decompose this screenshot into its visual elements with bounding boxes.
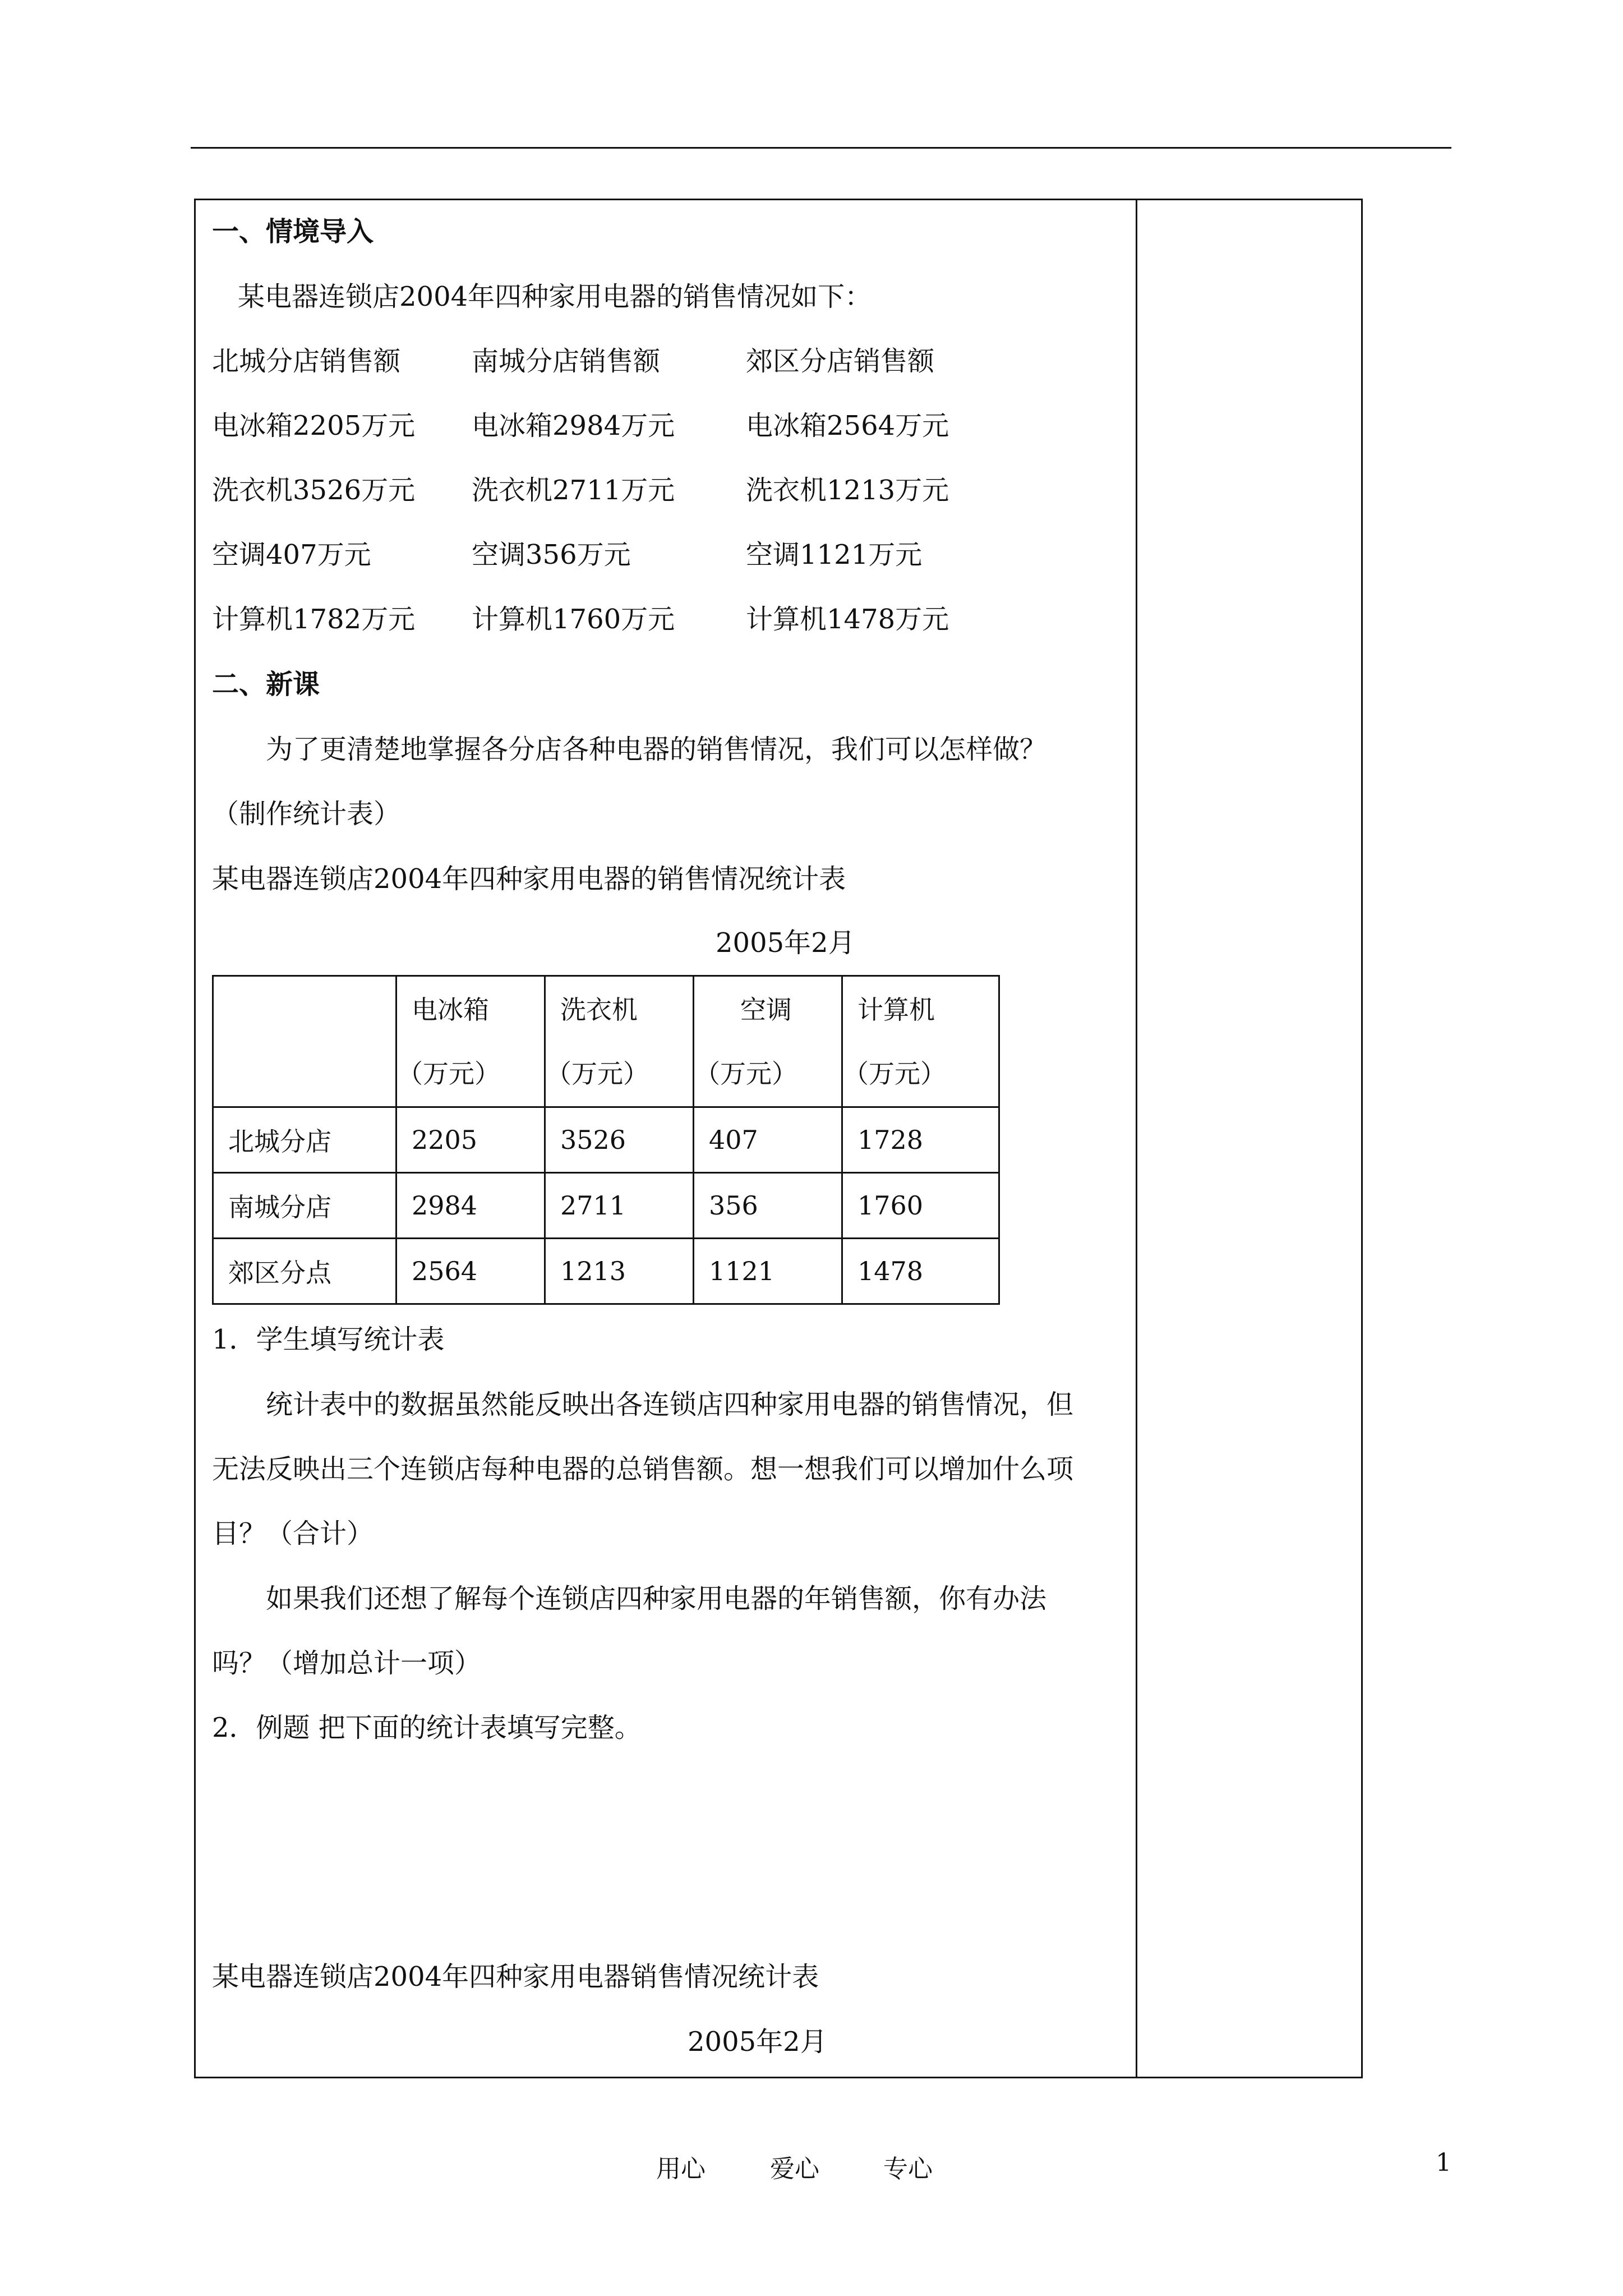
table-cell: 2564: [396, 1239, 545, 1304]
table-cell: 1728: [842, 1107, 999, 1173]
row-label: 郊区分点: [213, 1239, 396, 1304]
table-cell: 2984: [396, 1173, 545, 1239]
table-cell: 2205: [396, 1107, 545, 1173]
table-header-row: [213, 976, 999, 1107]
section1-heading: 一、情境导入: [212, 216, 374, 247]
table-date: 2005年2月: [716, 927, 855, 959]
sales-item: 空调1121万元: [746, 539, 923, 570]
table-cell: 1213: [545, 1239, 694, 1304]
section2-question: 为了更清楚地掌握各分店各种电器的销售情况，我们可以怎样做？: [266, 734, 1047, 765]
table-cell: 1760: [842, 1173, 999, 1239]
sales-item: 空调407万元: [212, 539, 371, 570]
sales-item: 计算机1478万元: [746, 604, 949, 635]
footer-motto: 用心: [656, 2155, 706, 2183]
sales-item: 洗衣机3526万元: [212, 475, 416, 506]
notes-column-divider: [1136, 199, 1137, 2078]
paragraph-line: 统计表中的数据虽然能反映出各连锁店四种家用电器的销售情况，但: [266, 1389, 1074, 1420]
footer-motto: 专心: [883, 2155, 933, 2183]
table2-date: 2005年2月: [688, 2026, 827, 2058]
table-cell: 3526: [545, 1107, 694, 1173]
paragraph-line: 目？（合计）: [212, 1518, 374, 1549]
table-row: [213, 1107, 999, 1173]
sales-item: 计算机1760万元: [472, 604, 675, 635]
sales-item: 电冰箱2564万元: [746, 410, 949, 441]
table-cell: 1121: [694, 1239, 842, 1304]
table-cell: 356: [694, 1173, 842, 1239]
footer-motto: 爱心: [770, 2155, 819, 2183]
paragraph-line: 无法反映出三个连锁店每种电器的总销售额。想一想我们可以增加什么项: [212, 1453, 1074, 1485]
sales-item: 洗衣机2711万元: [472, 475, 675, 506]
page-number: 1: [1436, 2148, 1451, 2177]
paragraph-line: 如果我们还想了解每个连锁店四种家用电器的年销售额，你有办法: [266, 1583, 1047, 1614]
step2-text: 2．例题 把下面的统计表填写完整。: [212, 1712, 642, 1743]
section1-intro: 某电器连锁店2004年四种家用电器的销售情况如下：: [238, 281, 872, 312]
table-header-cell: 电冰箱 （万元）: [396, 976, 545, 1107]
section2-heading: 二、新课: [212, 669, 320, 700]
column-header: 南城分店销售额: [472, 346, 661, 377]
table-header-cell: 计算机 （万元）: [842, 976, 999, 1107]
table-row: [213, 1173, 999, 1239]
header-rule: [191, 147, 1451, 149]
section2-answer: （制作统计表）: [212, 798, 401, 830]
sales-item: 电冰箱2205万元: [212, 410, 416, 441]
table-cell: 2711: [545, 1173, 694, 1239]
table-header-cell: 洗衣机 （万元）: [545, 976, 694, 1107]
sales-item: 空调356万元: [472, 539, 631, 570]
step1-text: 1．学生填写统计表: [212, 1324, 445, 1355]
column-header: 北城分店销售额: [212, 346, 401, 377]
paragraph-line: 吗？（增加总计一项）: [212, 1648, 482, 1679]
table-corner-cell: [213, 976, 396, 1107]
row-label: 北城分店: [213, 1107, 396, 1173]
table-header-cell: 空调 （万元）: [694, 976, 842, 1107]
table2-title: 某电器连锁店2004年四种家用电器销售情况统计表: [212, 1961, 819, 1993]
table-row: [213, 1239, 999, 1304]
sales-item: 洗衣机1213万元: [746, 475, 949, 506]
column-header: 郊区分店销售额: [746, 346, 935, 377]
table-cell: 407: [694, 1107, 842, 1173]
sales-item: 电冰箱2984万元: [472, 410, 675, 441]
sales-item: 计算机1782万元: [212, 604, 416, 635]
row-label: 南城分店: [213, 1173, 396, 1239]
table-cell: 1478: [842, 1239, 999, 1304]
sales-statistics-table: [212, 975, 1000, 1305]
table-title: 某电器连锁店2004年四种家用电器的销售情况统计表: [212, 863, 846, 895]
